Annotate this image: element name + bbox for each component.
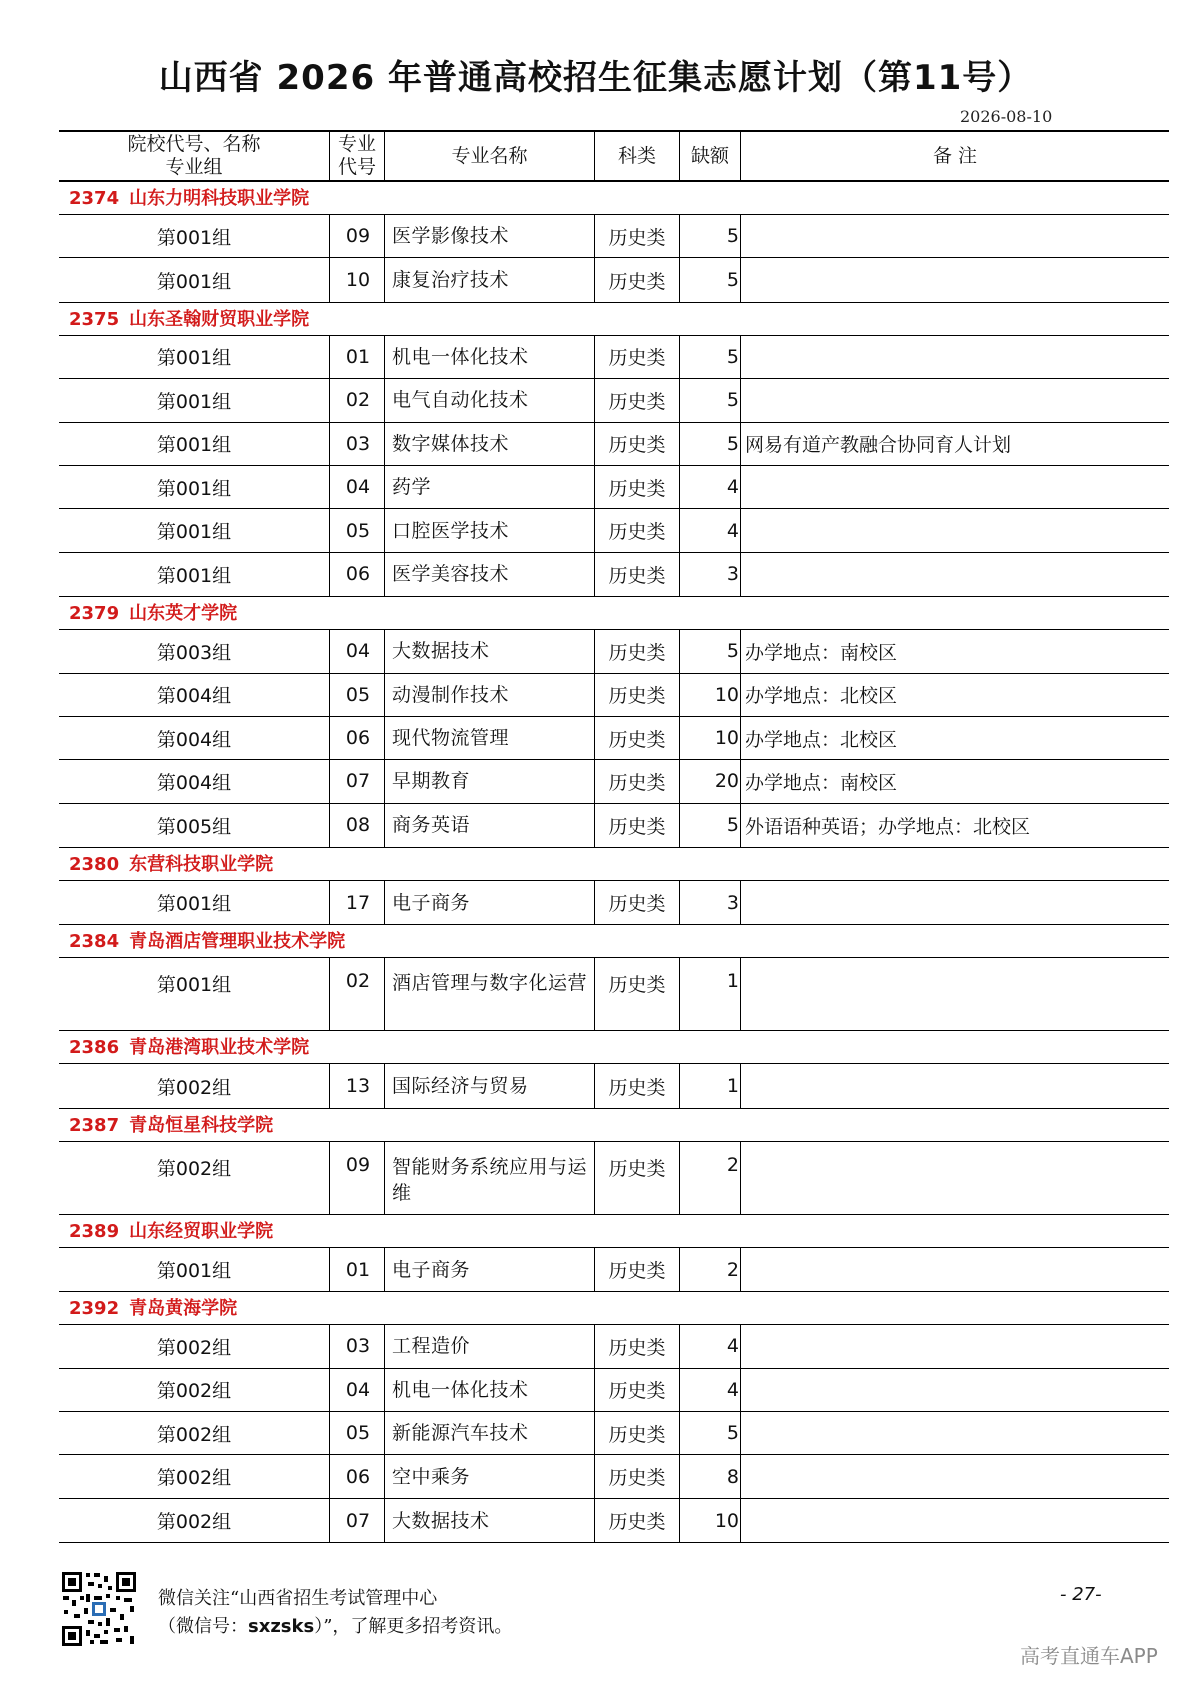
major-name: 酒店管理与数字化运营 (392, 972, 588, 995)
major-code: 01 (345, 345, 371, 368)
publish-date: 2026-08-10 (960, 107, 1053, 126)
major-group: 第004组 (156, 771, 232, 794)
major-name: 动漫制作技术 (392, 683, 510, 706)
category: 历史类 (608, 270, 666, 293)
school-group (59, 1215, 1169, 1292)
major-group: 第004组 (156, 728, 232, 751)
major-group: 第002组 (156, 1076, 232, 1099)
table-row (59, 1248, 1169, 1291)
quota: 1 (726, 970, 739, 993)
major-code: 01 (345, 1258, 371, 1281)
quota: 3 (726, 891, 739, 914)
major-code: 05 (345, 683, 371, 706)
school-group (59, 925, 1169, 1031)
quota: 20 (714, 770, 739, 793)
quota: 10 (714, 727, 739, 750)
note (745, 1325, 1165, 1367)
category: 历史类 (608, 974, 666, 997)
school-name: 青岛恒星科技学院 (129, 1114, 274, 1136)
school-header (59, 1031, 1169, 1064)
school-group (59, 1031, 1169, 1108)
note: 办学地点：南校区 (745, 641, 898, 664)
header-major-code (330, 132, 384, 180)
major-name: 国际经济与贸易 (392, 1075, 529, 1098)
school-name: 山东英才学院 (129, 603, 238, 625)
quota: 10 (714, 1509, 739, 1532)
major-group: 第004组 (156, 685, 232, 708)
enrollment-table (59, 130, 1169, 1543)
quota: 5 (726, 225, 739, 248)
table-row (59, 881, 1169, 924)
major-group: 第001组 (156, 226, 232, 249)
quota: 4 (726, 1378, 739, 1401)
header-code-line1: 专业 (337, 133, 376, 155)
school-code: 2380 (69, 854, 120, 876)
school-group (59, 848, 1169, 925)
category: 历史类 (608, 477, 666, 500)
table-body (59, 182, 1169, 1543)
school-code: 2379 (69, 603, 120, 625)
quota: 10 (714, 683, 739, 706)
major-name: 新能源汽车技术 (392, 1422, 529, 1445)
quota: 2 (726, 1258, 739, 1281)
table-row (59, 215, 1169, 258)
note (745, 379, 1165, 421)
note: 网易有道产教融合协同育人计划 (745, 434, 1012, 457)
school-name: 山东力明科技职业学院 (129, 188, 310, 209)
quota: 5 (726, 389, 739, 412)
note (745, 1455, 1165, 1497)
footer-suffix: ）”，了解更多招考资讯。 (314, 1616, 513, 1637)
major-group: 第001组 (156, 390, 232, 413)
table-row (59, 630, 1169, 673)
major-code: 04 (345, 476, 371, 499)
header-code-line2: 代号 (337, 156, 376, 178)
major-name: 电子商务 (392, 891, 471, 914)
major-group: 第002组 (156, 1380, 232, 1403)
category: 历史类 (608, 1076, 666, 1099)
major-group: 第001组 (156, 347, 232, 370)
quota: 5 (726, 269, 739, 292)
major-group: 第002组 (156, 1423, 232, 1446)
note: 办学地点：北校区 (745, 685, 898, 708)
note (745, 1499, 1165, 1542)
major-code: 17 (345, 891, 371, 914)
major-name: 康复治疗技术 (392, 269, 510, 292)
table-row (59, 958, 1169, 1030)
school-name: 山东经贸职业学院 (129, 1220, 274, 1242)
category: 历史类 (608, 1336, 666, 1359)
school-code: 2375 (69, 308, 120, 330)
major-name: 空中乘务 (392, 1465, 471, 1488)
table-row (59, 379, 1169, 422)
major-group: 第001组 (156, 477, 232, 500)
major-name: 大数据技术 (392, 640, 490, 663)
major-code: 08 (345, 814, 371, 837)
note: 办学地点：北校区 (745, 728, 898, 751)
table-row (59, 466, 1169, 509)
category: 历史类 (608, 226, 666, 249)
major-code: 09 (345, 225, 371, 248)
major-group: 第001组 (156, 521, 232, 544)
major-code: 07 (345, 1509, 371, 1532)
footer-info-line (158, 1612, 512, 1638)
major-group: 第001组 (156, 434, 232, 457)
major-group: 第001组 (156, 564, 232, 587)
school-header (59, 303, 1169, 336)
table-row (59, 553, 1169, 596)
category: 历史类 (608, 521, 666, 544)
table-row (59, 1064, 1169, 1107)
quota: 8 (726, 1465, 739, 1488)
note (745, 1369, 1165, 1411)
major-group: 第003组 (156, 641, 232, 664)
category: 历史类 (608, 434, 666, 457)
header-major-name: 专业名称 (451, 144, 528, 167)
table-row (59, 1369, 1169, 1412)
school-header (59, 1109, 1169, 1142)
category: 历史类 (608, 347, 666, 370)
table-row (59, 1455, 1169, 1498)
quota: 5 (726, 1422, 739, 1445)
major-group: 第001组 (156, 974, 232, 997)
school-name: 青岛港湾职业技术学院 (129, 1037, 310, 1059)
major-name: 药学 (392, 476, 432, 499)
major-code: 09 (345, 1153, 371, 1176)
school-group (59, 303, 1169, 597)
major-name: 口腔医学技术 (392, 519, 510, 542)
major-code: 02 (345, 970, 371, 993)
note (745, 1142, 1165, 1214)
table-row (59, 336, 1169, 379)
note: 办学地点：南校区 (745, 771, 898, 794)
category: 历史类 (608, 685, 666, 708)
school-name: 青岛酒店管理职业技术学院 (129, 931, 346, 953)
table-row (59, 1142, 1169, 1214)
qr-code-icon[interactable] (60, 1570, 138, 1648)
quota: 4 (726, 1335, 739, 1358)
school-group (59, 1109, 1169, 1215)
school-code: 2374 (69, 188, 120, 209)
school-name: 青岛黄海学院 (129, 1298, 238, 1320)
major-code: 05 (345, 519, 371, 542)
wechat-id[interactable]: sxzsks (248, 1616, 315, 1637)
school-header (59, 182, 1169, 215)
header-school-line1: 院校代号、名称 (127, 133, 261, 155)
page-title: 山西省 2026 年普通高校招生征集志愿计划（第11号） (158, 58, 1033, 98)
note (745, 215, 1165, 257)
note (745, 1248, 1165, 1291)
table-row (59, 804, 1169, 847)
major-code: 05 (345, 1422, 371, 1445)
category: 历史类 (608, 390, 666, 413)
school-code: 2384 (69, 931, 120, 953)
note (745, 553, 1165, 596)
major-name: 医学美容技术 (392, 563, 510, 586)
header-category: 科类 (617, 144, 656, 167)
major-code: 06 (345, 563, 371, 586)
school-group (59, 1292, 1169, 1543)
note (745, 258, 1165, 301)
note (745, 466, 1165, 508)
table-row (59, 674, 1169, 717)
header-school (59, 132, 329, 180)
quota: 5 (726, 640, 739, 663)
school-header (59, 925, 1169, 958)
category: 历史类 (608, 771, 666, 794)
major-group: 第005组 (156, 815, 232, 838)
major-name: 早期教育 (392, 770, 471, 793)
quota: 3 (726, 563, 739, 586)
note (745, 509, 1165, 551)
major-name: 数字媒体技术 (392, 432, 510, 455)
school-code: 2389 (69, 1220, 120, 1242)
table-row (59, 1499, 1169, 1542)
table-row (59, 1412, 1169, 1455)
note: 外语语种英语；办学地点：北校区 (745, 815, 1031, 838)
footer-prefix: （微信号： (158, 1616, 248, 1637)
header-school-line2: 专业组 (165, 156, 223, 178)
major-group: 第002组 (156, 1157, 232, 1180)
major-name: 电气自动化技术 (392, 389, 529, 412)
note (745, 958, 1165, 1030)
major-code: 07 (345, 770, 371, 793)
category: 历史类 (608, 564, 666, 587)
table-row (59, 717, 1169, 760)
quota: 4 (726, 519, 739, 542)
major-code: 06 (345, 1465, 371, 1488)
major-group: 第001组 (156, 270, 232, 293)
table-row (59, 423, 1169, 466)
qr-code-graphic (60, 1570, 138, 1648)
header-quota: 缺额 (690, 144, 729, 167)
category: 历史类 (608, 1157, 666, 1180)
note (745, 1412, 1165, 1454)
major-name: 机电一体化技术 (392, 1378, 529, 1401)
table-row (59, 760, 1169, 803)
school-header (59, 1215, 1169, 1248)
major-code: 02 (345, 389, 371, 412)
category: 历史类 (608, 1511, 666, 1533)
major-name: 机电一体化技术 (392, 345, 529, 368)
major-group: 第001组 (156, 893, 232, 916)
major-code: 04 (345, 1378, 371, 1401)
major-code: 03 (345, 1335, 371, 1358)
major-group: 第002组 (156, 1511, 232, 1533)
watermark: 高考直通车APP (1020, 1644, 1158, 1668)
major-name: 大数据技术 (392, 1509, 490, 1532)
note (745, 881, 1165, 924)
category: 历史类 (608, 893, 666, 916)
school-header (59, 848, 1169, 881)
category: 历史类 (608, 1467, 666, 1490)
quota: 2 (726, 1153, 739, 1176)
major-name: 电子商务 (392, 1258, 471, 1281)
category: 历史类 (608, 728, 666, 751)
major-code: 04 (345, 640, 371, 663)
school-header (59, 597, 1169, 630)
major-name: 医学影像技术 (392, 225, 510, 248)
major-name: 智能财务系统应用与运维 (392, 1155, 588, 1204)
category: 历史类 (608, 641, 666, 664)
quota: 5 (726, 814, 739, 837)
school-header (59, 1292, 1169, 1325)
school-name: 东营科技职业学院 (129, 854, 274, 876)
category: 历史类 (608, 815, 666, 838)
quota: 4 (726, 476, 739, 499)
table-row (59, 509, 1169, 552)
major-code: 03 (345, 432, 371, 455)
major-code: 13 (345, 1075, 371, 1098)
note (745, 1064, 1165, 1107)
note (745, 336, 1165, 378)
category: 历史类 (608, 1380, 666, 1403)
quota: 5 (726, 345, 739, 368)
table-row (59, 258, 1169, 301)
major-group: 第002组 (156, 1467, 232, 1490)
category: 历史类 (608, 1423, 666, 1446)
school-code: 2386 (69, 1037, 120, 1059)
major-code: 06 (345, 727, 371, 750)
school-code: 2387 (69, 1114, 120, 1136)
school-code: 2392 (69, 1298, 120, 1320)
major-name: 工程造价 (392, 1335, 471, 1358)
school-group (59, 182, 1169, 303)
school-name: 山东圣翰财贸职业学院 (129, 308, 310, 330)
table-header (59, 130, 1169, 182)
quota: 5 (726, 432, 739, 455)
category: 历史类 (608, 1260, 666, 1283)
major-group: 第001组 (156, 1260, 232, 1283)
header-note: 备 注 (932, 144, 978, 167)
major-group: 第002组 (156, 1336, 232, 1359)
school-group (59, 597, 1169, 848)
page-number: - 27- (1060, 1584, 1102, 1605)
major-name: 商务英语 (392, 814, 471, 837)
major-code: 10 (345, 269, 371, 292)
footer-wechat-line: 微信关注“山西省招生考试管理中心 (158, 1588, 438, 1609)
quota: 1 (726, 1075, 739, 1098)
major-name: 现代物流管理 (392, 727, 510, 750)
table-row (59, 1325, 1169, 1368)
